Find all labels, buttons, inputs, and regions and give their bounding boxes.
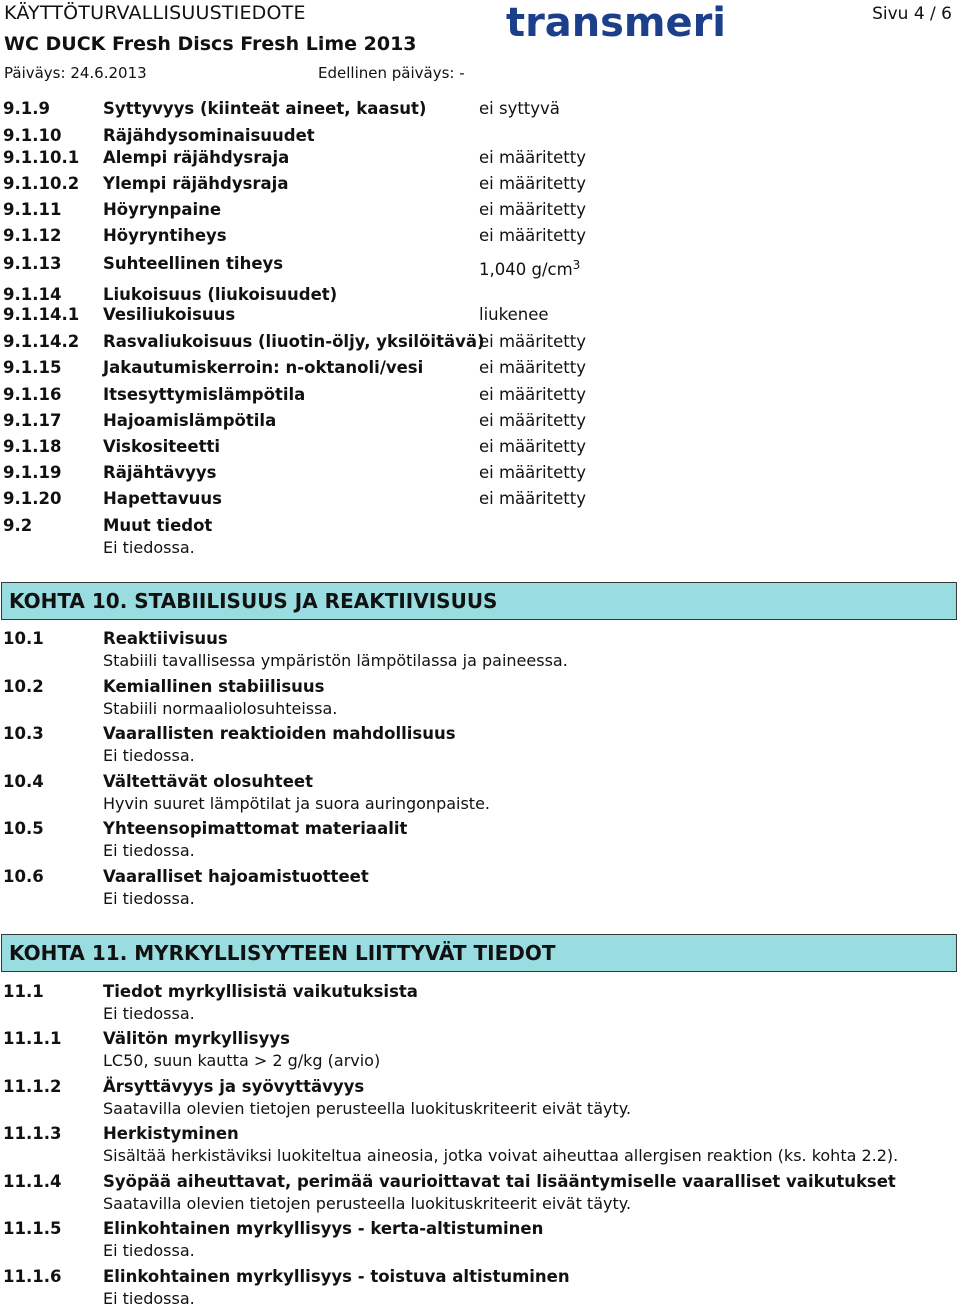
property-value	[479, 200, 586, 219]
property-value	[479, 148, 586, 167]
section10-item-label: Reaktiivisuus	[103, 629, 228, 648]
property-value-text: ei määritetty	[479, 174, 586, 193]
property-number: 9.1.12	[3, 226, 62, 245]
section10-item-text: Ei tiedossa.	[103, 841, 195, 860]
section10-item-text: Ei tiedossa.	[103, 889, 195, 908]
property-number: 9.1.20	[3, 489, 62, 508]
property-label: Liukoisuus (liukoisuudet)	[103, 285, 338, 304]
section10-item-number: 10.4	[3, 772, 44, 791]
section10-item-text: Stabiili normaaliolosuhteissa.	[103, 699, 338, 718]
section11-item-text: Ei tiedossa.	[103, 1241, 195, 1260]
section11-item-number: 11.1.2	[3, 1077, 62, 1096]
property-label: Suhteellinen tiheys	[103, 254, 284, 273]
property-value-text: ei määritetty	[479, 200, 586, 219]
section-10-heading: KOHTA 10. STABIILISUUS JA REAKTIIVISUUS	[9, 589, 498, 613]
property-number: 9.1.14	[3, 285, 62, 304]
section10-item-number: 10.2	[3, 677, 44, 696]
section10-item-label: Yhteensopimattomat materiaalit	[103, 819, 408, 838]
property-value-text: ei määritetty	[479, 332, 586, 351]
property-label: Alempi räjähdysraja	[103, 148, 290, 167]
property-number: 9.1.13	[3, 254, 62, 273]
section11-item-text: Ei tiedossa.	[103, 1004, 195, 1023]
section10-item-number: 10.5	[3, 819, 44, 838]
section10-item-label: Vaarallisten reaktioiden mahdollisuus	[103, 724, 456, 743]
property-value-text: liukenee	[479, 305, 549, 324]
property-value	[479, 411, 586, 430]
property-value-text: ei syttyvä	[479, 99, 560, 118]
property-value	[479, 258, 580, 279]
section11-item-label: Herkistyminen	[103, 1124, 239, 1143]
property-value-superscript: 3	[572, 258, 581, 272]
property-number: 9.1.10.2	[3, 174, 80, 193]
property-value	[479, 385, 586, 404]
section-11-heading-band	[1, 934, 957, 972]
section10-item-label: Vältettävät olosuhteet	[103, 772, 313, 791]
property-number: 9.2	[3, 516, 33, 535]
section11-item-number: 11.1.6	[3, 1267, 62, 1286]
section10-item-label: Vaaralliset hajoamistuotteet	[103, 867, 369, 886]
document-title: KÄYTTÖTURVALLISUUSTIEDOTE	[4, 2, 306, 24]
property-value	[479, 332, 586, 351]
property-value-text: 1,040 g/cm	[479, 260, 573, 279]
property-number: 9.1.10.1	[3, 148, 80, 167]
section-11-heading: KOHTA 11. MYRKYLLISYYTEEN LIITTYVÄT TIEDOT	[9, 941, 556, 965]
property-label: Muut tiedot	[103, 516, 213, 535]
issue-date: Päiväys: 24.6.2013	[4, 64, 147, 82]
property-label: Höyryntiheys	[103, 226, 227, 245]
section11-item-text: Sisältää herkistäviksi luokiteltua aineosia, jotka voivat aiheuttaa allergisen reaktion (ks. kohta 2.2).	[103, 1146, 899, 1165]
property-label: Räjähtävyys	[103, 463, 217, 482]
property-label: Rasvaliukoisuus (liuotin-öljy, yksilöitävä)	[103, 332, 485, 351]
section11-item-number: 11.1.1	[3, 1029, 62, 1048]
property-value	[479, 99, 560, 118]
property-label: Vesiliukoisuus	[103, 305, 236, 324]
property-value-text: ei määritetty	[479, 437, 586, 456]
logo-text: transmeri	[506, 3, 726, 43]
section10-item-label: Kemiallinen stabiilisuus	[103, 677, 325, 696]
property-value-text: ei määritetty	[479, 385, 586, 404]
property-label: Räjähdysominaisuudet	[103, 126, 315, 145]
property-number: 9.1.15	[3, 358, 62, 377]
property-note: Ei tiedossa.	[103, 538, 195, 557]
property-number: 9.1.14.2	[3, 332, 80, 351]
property-label: Ylempi räjähdysraja	[103, 174, 289, 193]
property-value	[479, 463, 586, 482]
property-value-text: ei määritetty	[479, 226, 586, 245]
property-number: 9.1.11	[3, 200, 62, 219]
section11-item-label: Tiedot myrkyllisistä vaikutuksista	[103, 982, 418, 1001]
product-name: WC DUCK Fresh Discs Fresh Lime 2013	[4, 33, 417, 55]
previous-date: Edellinen päiväys: -	[318, 64, 465, 82]
page-number: Sivu 4 / 6	[872, 4, 952, 24]
property-value	[479, 174, 586, 193]
property-value	[479, 437, 586, 456]
property-label: Hapettavuus	[103, 489, 222, 508]
section11-item-text: Saatavilla olevien tietojen perusteella luokituskriteerit eivät täyty.	[103, 1099, 632, 1118]
transmeri-logo	[506, 3, 728, 43]
section11-item-label: Syöpää aiheuttavat, perimää vaurioittavat tai lisääntymiselle vaaralliset vaikutukset	[103, 1172, 896, 1191]
section11-item-number: 11.1.3	[3, 1124, 62, 1143]
property-number: 9.1.9	[3, 99, 50, 118]
section10-item-text: Ei tiedossa.	[103, 746, 195, 765]
property-number: 9.1.18	[3, 437, 62, 456]
section11-item-number: 11.1.5	[3, 1219, 62, 1238]
property-label: Syttyvyys (kiinteät aineet, kaasut)	[103, 99, 427, 118]
section11-item-text: LC50, suun kautta > 2 g/kg (arvio)	[103, 1051, 381, 1070]
property-value-text: ei määritetty	[479, 463, 586, 482]
property-number: 9.1.14.1	[3, 305, 80, 324]
section11-item-label: Elinkohtainen myrkyllisyys - toistuva altistuminen	[103, 1267, 570, 1286]
property-value-text: ei määritetty	[479, 358, 586, 377]
property-label: Jakautumiskerroin: n-oktanoli/vesi	[103, 358, 424, 377]
property-label: Hajoamislämpötila	[103, 411, 277, 430]
section11-item-number: 11.1.4	[3, 1172, 62, 1191]
section11-item-text: Ei tiedossa.	[103, 1289, 195, 1306]
section10-item-number: 10.6	[3, 867, 44, 886]
section11-item-text: Saatavilla olevien tietojen perusteella luokituskriteerit eivät täyty.	[103, 1194, 632, 1213]
property-value	[479, 358, 586, 377]
property-number: 9.1.16	[3, 385, 62, 404]
section11-item-label: Ärsyttävyys ja syövyttävyys	[103, 1077, 365, 1096]
section10-item-text: Stabiili tavallisessa ympäristön lämpötilassa ja paineessa.	[103, 651, 568, 670]
section11-item-label: Välitön myrkyllisyys	[103, 1029, 290, 1048]
property-label: Viskositeetti	[103, 437, 220, 456]
property-number: 9.1.17	[3, 411, 62, 430]
property-value	[479, 226, 586, 245]
property-number: 9.1.10	[3, 126, 62, 145]
property-label: Itsesyttymislämpötila	[103, 385, 306, 404]
property-number: 9.1.19	[3, 463, 62, 482]
property-value-text: ei määritetty	[479, 489, 586, 508]
section11-item-number: 11.1	[3, 982, 44, 1001]
section11-item-label: Elinkohtainen myrkyllisyys - kerta-altistuminen	[103, 1219, 544, 1238]
property-label: Höyrynpaine	[103, 200, 222, 219]
section10-item-number: 10.3	[3, 724, 44, 743]
section10-item-text: Hyvin suuret lämpötilat ja suora auringonpaiste.	[103, 794, 491, 813]
section10-item-number: 10.1	[3, 629, 44, 648]
property-value-text: ei määritetty	[479, 411, 586, 430]
section-10-heading-band	[1, 582, 957, 620]
property-value-text: ei määritetty	[479, 148, 586, 167]
property-value	[479, 305, 549, 324]
property-value	[479, 489, 586, 508]
